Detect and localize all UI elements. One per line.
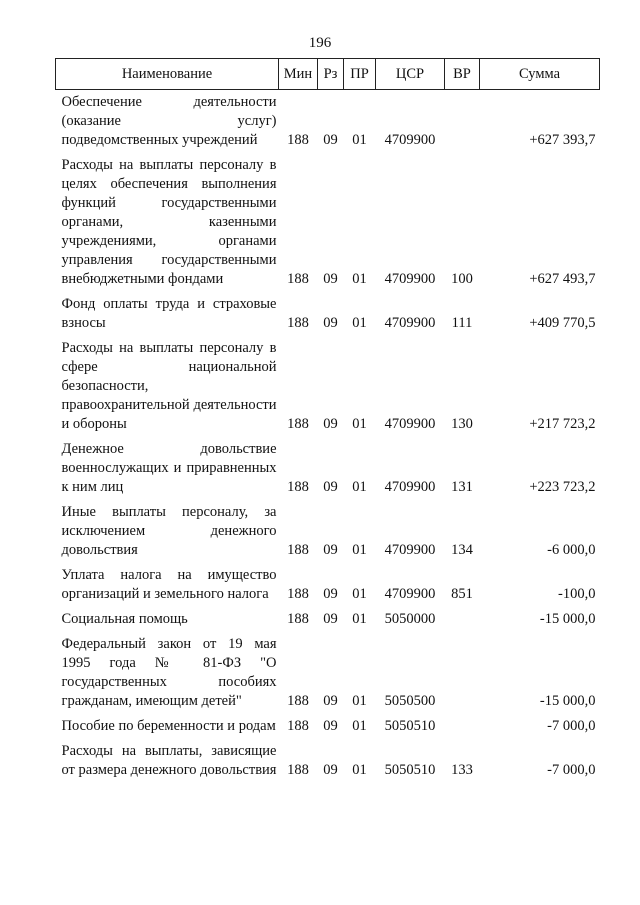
row-name: Расходы на выплаты персоналу в сфере национальной безопасности, правоохранительной деятельности и обороны	[61, 340, 277, 432]
row-csr: 5050510	[384, 718, 436, 734]
row-vr: 851	[451, 586, 473, 602]
row-sum: -15 000,0	[539, 693, 596, 709]
row-csr: 5050000	[384, 611, 436, 627]
table-row	[56, 717, 600, 736]
row-pr: 01	[352, 693, 367, 709]
row-min: 188	[287, 718, 309, 734]
header-vr: ВР	[445, 59, 480, 90]
row-sum: -6 000,0	[547, 542, 596, 558]
row-vr: 111	[451, 315, 473, 331]
row-vr: 130	[451, 416, 473, 432]
row-name: Расходы на выплаты, зависящие от размера денежного довольствия	[61, 743, 277, 778]
row-csr: 4709900	[384, 271, 436, 287]
row-min: 188	[287, 762, 309, 778]
table-row	[56, 295, 600, 333]
row-csr: 5050510	[384, 762, 436, 778]
row-sum: -7 000,0	[547, 718, 596, 734]
row-name: Иные выплаты персоналу, за исключением денежного довольствия	[61, 504, 277, 558]
row-min: 188	[287, 586, 309, 602]
table-row	[56, 742, 600, 780]
row-rz: 09	[323, 479, 338, 495]
row-pr: 01	[352, 271, 367, 287]
row-min: 188	[287, 416, 309, 432]
table-row	[56, 440, 600, 497]
budget-table	[55, 58, 600, 780]
header-min: Мин	[279, 59, 318, 90]
row-rz: 09	[323, 586, 338, 602]
row-name: Пособие по беременности и родам	[61, 718, 276, 734]
row-min: 188	[287, 271, 309, 287]
row-vr	[445, 717, 480, 736]
table-row	[56, 610, 600, 629]
row-vr	[445, 635, 480, 711]
row-pr: 01	[352, 762, 367, 778]
row-rz: 09	[323, 315, 338, 331]
row-pr: 01	[352, 611, 367, 627]
row-name: Денежное довольствие военнослужащих и приравненных к ним лиц	[61, 441, 277, 495]
header-rz: Рз	[318, 59, 344, 90]
row-min: 188	[287, 315, 309, 331]
header-pr: ПР	[344, 59, 376, 90]
row-csr: 4709900	[384, 315, 436, 331]
row-name: Обеспечение деятельности (оказание услуг) подведомственных учреждений	[61, 94, 277, 148]
table-header-row	[56, 59, 600, 90]
row-name: Расходы на выплаты персоналу в целях обеспечения выполнения функций государственными органами, казенными учреждениями, органами управления государственными внебюджетными фондами	[61, 157, 277, 287]
row-vr: 133	[451, 762, 473, 778]
row-csr: 4709900	[384, 132, 436, 148]
row-name: Уплата налога на имущество организаций и земельного налога	[61, 567, 277, 602]
row-pr: 01	[352, 416, 367, 432]
row-vr: 100	[451, 271, 473, 287]
row-sum: +409 770,5	[529, 315, 596, 331]
row-rz: 09	[323, 718, 338, 734]
table-row	[56, 635, 600, 711]
row-min: 188	[287, 542, 309, 558]
row-vr	[445, 610, 480, 629]
row-sum: -15 000,0	[539, 611, 596, 627]
row-sum: +627 493,7	[529, 271, 596, 287]
row-rz: 09	[323, 416, 338, 432]
row-rz: 09	[323, 132, 338, 148]
row-name: Фонд оплаты труда и страховые взносы	[61, 296, 277, 331]
row-name: Социальная помощь	[61, 611, 188, 627]
row-min: 188	[287, 693, 309, 709]
table-row	[56, 566, 600, 604]
row-sum: -100,0	[558, 586, 596, 602]
row-vr	[445, 90, 480, 151]
row-pr: 01	[352, 315, 367, 331]
table-row	[56, 339, 600, 434]
row-csr: 4709900	[384, 542, 436, 558]
row-sum: +223 723,2	[529, 479, 596, 495]
row-pr: 01	[352, 132, 367, 148]
row-csr: 4709900	[384, 416, 436, 432]
table-row	[56, 90, 600, 151]
row-rz: 09	[323, 762, 338, 778]
row-min: 188	[287, 479, 309, 495]
row-csr: 4709900	[384, 479, 436, 495]
header-name: Наименование	[56, 59, 279, 90]
row-pr: 01	[352, 718, 367, 734]
row-sum: +627 393,7	[529, 132, 596, 148]
row-csr: 5050500	[384, 693, 436, 709]
table-row	[56, 156, 600, 289]
row-vr: 131	[451, 479, 473, 495]
row-rz: 09	[323, 611, 338, 627]
header-csr: ЦСР	[376, 59, 445, 90]
row-sum: +217 723,2	[529, 416, 596, 432]
row-pr: 01	[352, 586, 367, 602]
row-pr: 01	[352, 479, 367, 495]
page-number: 196	[308, 35, 332, 51]
table-row	[56, 503, 600, 560]
row-vr: 134	[451, 542, 473, 558]
row-pr: 01	[352, 542, 367, 558]
row-sum: -7 000,0	[547, 762, 596, 778]
header-sum: Сумма	[480, 59, 600, 90]
row-min: 188	[287, 611, 309, 627]
row-rz: 09	[323, 693, 338, 709]
row-rz: 09	[323, 542, 338, 558]
row-rz: 09	[323, 271, 338, 287]
row-name: Федеральный закон от 19 мая 1995 года № 81-ФЗ "О государственных пособиях гражданам, имеющим детей"	[61, 636, 277, 709]
row-min: 188	[287, 132, 309, 148]
row-csr: 4709900	[384, 586, 436, 602]
